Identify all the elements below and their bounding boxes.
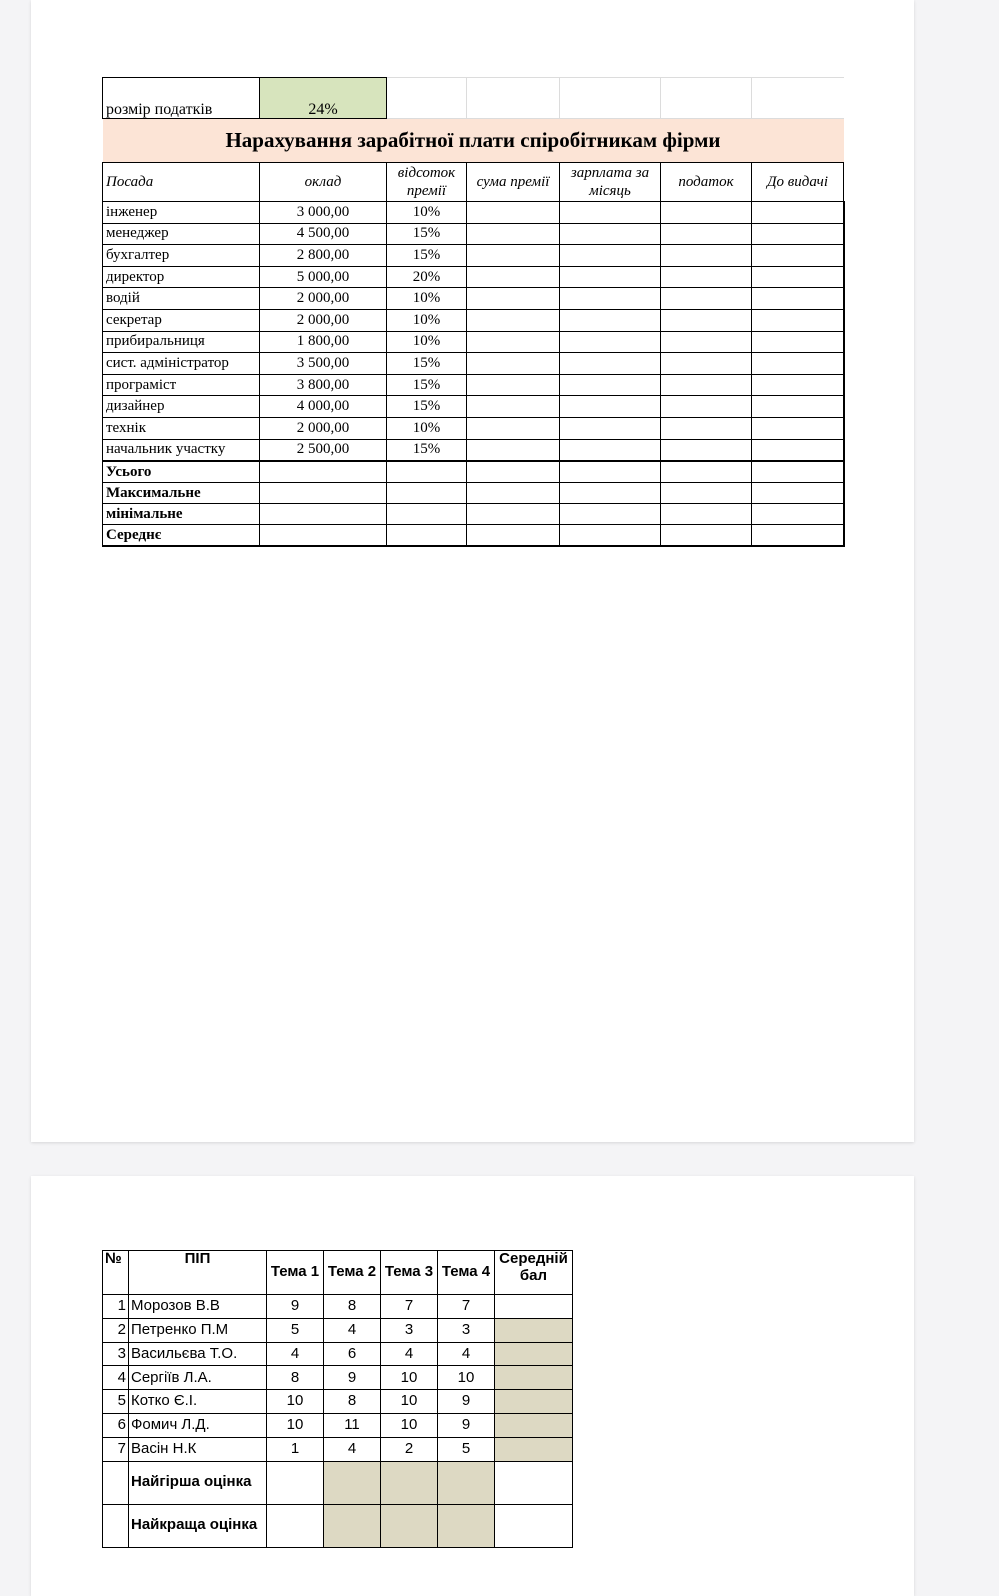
bonus-sum-cell[interactable] [467,374,560,396]
tax-cell[interactable] [661,396,752,418]
tax-cell[interactable] [661,331,752,353]
student-name[interactable]: Васильєва Т.О. [129,1342,267,1366]
table-title: Нарахування зарабітної плати спіробітникам фірми [103,119,844,163]
position-cell[interactable]: бухгалтер [103,245,260,267]
position-cell[interactable]: технік [103,417,260,439]
footer-topic-2-cell[interactable] [324,1504,381,1547]
bonus-percent-cell[interactable]: 15% [387,223,467,245]
position-cell[interactable]: сист. адміністратор [103,353,260,375]
summary-value-cell[interactable] [260,461,387,483]
topic-1-grade[interactable]: 10 [267,1413,324,1437]
header-average: Середній бал [495,1251,573,1295]
student-name[interactable]: Котко Є.І. [129,1390,267,1414]
header-salary: оклад [260,163,387,202]
payout-cell[interactable] [752,309,844,331]
salary-cell[interactable]: 2 500,00 [260,439,387,461]
summary-row [103,483,844,504]
average-cell[interactable] [495,1437,573,1461]
summary-value-cell[interactable] [467,483,560,504]
summary-value-cell[interactable] [467,504,560,525]
table-row [103,1366,573,1390]
document-page-2 [31,1176,914,1596]
footer-topic-1-cell[interactable] [267,1461,324,1504]
header-position: Посада [103,163,260,202]
summary-label: Усього [103,461,260,483]
summary-value-cell[interactable] [661,525,752,547]
header-topic-4: Тема 4 [438,1251,495,1295]
monthly-pay-cell[interactable] [560,417,661,439]
salary-cell[interactable]: 3 500,00 [260,353,387,375]
position-cell[interactable]: менеджер [103,223,260,245]
tax-rate-value[interactable]: 24% [260,78,387,119]
monthly-pay-cell[interactable] [560,353,661,375]
summary-row [103,525,844,547]
table-row [103,374,844,396]
tax-cell[interactable] [661,223,752,245]
summary-label: мінімальне [103,504,260,525]
header-bonus-percent: відсоток премії [387,163,467,202]
bonus-percent-cell[interactable]: 15% [387,353,467,375]
position-cell[interactable]: інженер [103,202,260,224]
footer-average-cell[interactable] [495,1461,573,1504]
footer-topic-2-cell[interactable] [324,1461,381,1504]
topic-4-grade[interactable]: 9 [438,1390,495,1414]
summary-value-cell[interactable] [387,461,467,483]
grades-footer-row [103,1504,573,1547]
position-cell[interactable]: водій [103,288,260,310]
summary-value-cell[interactable] [260,483,387,504]
table-row [103,331,844,353]
student-name[interactable]: Морозов В.В [129,1295,267,1319]
header-bonus-sum: сума премії [467,163,560,202]
header-tax: податок [661,163,752,202]
salary-cell[interactable]: 5 000,00 [260,266,387,288]
bonus-sum-cell[interactable] [467,331,560,353]
row-number: 4 [103,1366,129,1390]
tax-cell[interactable] [661,309,752,331]
position-cell[interactable]: прибиральниця [103,331,260,353]
salary-cell[interactable]: 3 800,00 [260,374,387,396]
topic-2-grade[interactable]: 11 [324,1413,381,1437]
payout-cell[interactable] [752,223,844,245]
salary-cell[interactable]: 3 000,00 [260,202,387,224]
summary-value-cell[interactable] [661,483,752,504]
monthly-pay-cell[interactable] [560,374,661,396]
bonus-percent-cell[interactable]: 20% [387,266,467,288]
tax-rate-row [103,78,844,119]
table-row [103,417,844,439]
topic-2-grade[interactable]: 6 [324,1342,381,1366]
average-cell[interactable] [495,1318,573,1342]
header-row [103,163,844,202]
table-row [103,1342,573,1366]
monthly-pay-cell[interactable] [560,266,661,288]
summary-value-cell[interactable] [467,525,560,547]
header-topic-2: Тема 2 [324,1251,381,1295]
topic-2-grade[interactable]: 4 [324,1318,381,1342]
salary-table [102,77,845,547]
row-number: 3 [103,1342,129,1366]
row-number: 6 [103,1413,129,1437]
table-row [103,266,844,288]
salary-cell[interactable]: 4 000,00 [260,396,387,418]
bonus-percent-cell[interactable]: 10% [387,417,467,439]
summary-label: Середнє [103,525,260,547]
monthly-pay-cell[interactable] [560,331,661,353]
topic-4-grade[interactable]: 3 [438,1318,495,1342]
payout-cell[interactable] [752,374,844,396]
payout-cell[interactable] [752,245,844,267]
table-row [103,309,844,331]
position-cell[interactable]: програміст [103,374,260,396]
summary-value-cell[interactable] [560,483,661,504]
salary-cell[interactable]: 2 800,00 [260,245,387,267]
summary-value-cell[interactable] [560,461,661,483]
tax-rate-label: розмір податків [103,78,260,119]
bonus-sum-cell[interactable] [467,309,560,331]
average-cell[interactable] [495,1366,573,1390]
topic-2-grade[interactable]: 8 [324,1390,381,1414]
row-number: 2 [103,1318,129,1342]
table-row [103,1437,573,1461]
footer-topic-1-cell[interactable] [267,1504,324,1547]
payout-cell[interactable] [752,331,844,353]
bonus-percent-cell[interactable]: 15% [387,396,467,418]
student-name[interactable]: Васін Н.К [129,1437,267,1461]
topic-3-grade[interactable]: 3 [381,1318,438,1342]
bonus-sum-cell[interactable] [467,202,560,224]
position-cell[interactable]: директор [103,266,260,288]
footer-empty-cell [103,1461,129,1504]
topic-2-grade[interactable]: 4 [324,1437,381,1461]
header-payout: До видачі [752,163,844,202]
footer-topic-4-cell[interactable] [438,1504,495,1547]
topic-3-grade[interactable]: 2 [381,1437,438,1461]
topic-4-grade[interactable]: 9 [438,1413,495,1437]
topic-3-grade[interactable]: 7 [381,1295,438,1319]
table-row [103,396,844,418]
topic-1-grade[interactable]: 10 [267,1390,324,1414]
summary-label: Максимальне [103,483,260,504]
summary-row [103,504,844,525]
footer-empty-cell [103,1504,129,1547]
bonus-sum-cell[interactable] [467,223,560,245]
table-row [103,202,844,224]
bonus-sum-cell[interactable] [467,288,560,310]
topic-1-grade[interactable]: 1 [267,1437,324,1461]
bonus-percent-cell[interactable]: 10% [387,202,467,224]
topic-4-grade[interactable]: 10 [438,1366,495,1390]
tax-cell[interactable] [661,439,752,461]
payout-cell[interactable] [752,353,844,375]
table-row [103,1413,573,1437]
table-row [103,1390,573,1414]
student-name[interactable]: Петренко П.М [129,1318,267,1342]
topic-4-grade[interactable]: 4 [438,1342,495,1366]
bonus-percent-cell[interactable]: 15% [387,439,467,461]
topic-1-grade[interactable]: 5 [267,1318,324,1342]
footer-topic-3-cell[interactable] [381,1504,438,1547]
payout-cell[interactable] [752,417,844,439]
topic-4-grade[interactable]: 7 [438,1295,495,1319]
summary-value-cell[interactable] [467,461,560,483]
monthly-pay-cell[interactable] [560,202,661,224]
grades-header-row [103,1251,573,1295]
topic-1-grade[interactable]: 8 [267,1366,324,1390]
row-number: 7 [103,1437,129,1461]
topic-1-grade[interactable]: 4 [267,1342,324,1366]
footer-topic-4-cell[interactable] [438,1461,495,1504]
summary-value-cell[interactable] [752,525,844,547]
monthly-pay-cell[interactable] [560,396,661,418]
position-cell[interactable]: секретар [103,309,260,331]
footer-label: Найгірша оцінка [129,1461,267,1504]
summary-value-cell[interactable] [387,483,467,504]
footer-average-cell[interactable] [495,1504,573,1547]
bonus-sum-cell[interactable] [467,266,560,288]
footer-topic-3-cell[interactable] [381,1461,438,1504]
topic-1-grade[interactable]: 9 [267,1295,324,1319]
summary-value-cell[interactable] [260,504,387,525]
topic-3-grade[interactable]: 10 [381,1390,438,1414]
summary-value-cell[interactable] [387,525,467,547]
salary-cell[interactable]: 2 000,00 [260,288,387,310]
student-name[interactable]: Сергіїв Л.А. [129,1366,267,1390]
topic-3-grade[interactable]: 10 [381,1366,438,1390]
position-cell[interactable]: дизайнер [103,396,260,418]
bonus-percent-cell[interactable]: 15% [387,245,467,267]
summary-value-cell[interactable] [752,461,844,483]
position-cell[interactable]: начальник участку [103,439,260,461]
bonus-sum-cell[interactable] [467,417,560,439]
document-page-1 [31,0,914,1142]
payout-cell[interactable] [752,202,844,224]
bonus-sum-cell[interactable] [467,353,560,375]
bonus-percent-cell[interactable]: 15% [387,374,467,396]
monthly-pay-cell[interactable] [560,245,661,267]
payout-cell[interactable] [752,396,844,418]
table-row [103,1318,573,1342]
bonus-percent-cell[interactable]: 10% [387,309,467,331]
row-number: 5 [103,1390,129,1414]
header-number: № [103,1251,129,1295]
tax-cell[interactable] [661,202,752,224]
salary-cell[interactable]: 2 000,00 [260,417,387,439]
topic-3-grade[interactable]: 10 [381,1413,438,1437]
bonus-percent-cell[interactable]: 10% [387,288,467,310]
topic-4-grade[interactable]: 5 [438,1437,495,1461]
tax-cell[interactable] [661,374,752,396]
payout-cell[interactable] [752,288,844,310]
summary-value-cell[interactable] [260,525,387,547]
monthly-pay-cell[interactable] [560,223,661,245]
average-cell[interactable] [495,1342,573,1366]
average-cell[interactable] [495,1295,573,1319]
header-topic-3: Тема 3 [381,1251,438,1295]
tax-cell[interactable] [661,417,752,439]
summary-value-cell[interactable] [661,461,752,483]
table-row [103,245,844,267]
salary-cell[interactable]: 2 000,00 [260,309,387,331]
average-cell[interactable] [495,1390,573,1414]
summary-row [103,461,844,483]
title-row [103,119,844,163]
tax-cell[interactable] [661,288,752,310]
topic-2-grade[interactable]: 9 [324,1366,381,1390]
bonus-percent-cell[interactable]: 10% [387,331,467,353]
monthly-pay-cell[interactable] [560,288,661,310]
bonus-sum-cell[interactable] [467,245,560,267]
topic-2-grade[interactable]: 8 [324,1295,381,1319]
table-row [103,223,844,245]
table-row [103,353,844,375]
salary-cell[interactable]: 1 800,00 [260,331,387,353]
summary-value-cell[interactable] [387,504,467,525]
table-row [103,439,844,461]
summary-value-cell[interactable] [560,525,661,547]
bonus-sum-cell[interactable] [467,439,560,461]
row-number: 1 [103,1295,129,1319]
monthly-pay-cell[interactable] [560,439,661,461]
grades-footer-row [103,1461,573,1504]
header-topic-1: Тема 1 [267,1251,324,1295]
summary-value-cell[interactable] [560,504,661,525]
summary-value-cell[interactable] [752,504,844,525]
table-row [103,288,844,310]
average-cell[interactable] [495,1413,573,1437]
salary-cell[interactable]: 4 500,00 [260,223,387,245]
header-full-name: ПІП [129,1251,267,1295]
summary-value-cell[interactable] [661,504,752,525]
payout-cell[interactable] [752,439,844,461]
header-monthly-pay: зарплата за місяць [560,163,661,202]
tax-cell[interactable] [661,353,752,375]
grades-table [102,1250,573,1548]
table-row [103,1295,573,1319]
bonus-sum-cell[interactable] [467,396,560,418]
topic-3-grade[interactable]: 4 [381,1342,438,1366]
student-name[interactable]: Фомич Л.Д. [129,1413,267,1437]
summary-value-cell[interactable] [752,483,844,504]
footer-label: Найкраща оцінка [129,1504,267,1547]
tax-cell[interactable] [661,266,752,288]
monthly-pay-cell[interactable] [560,309,661,331]
tax-cell[interactable] [661,245,752,267]
payout-cell[interactable] [752,266,844,288]
